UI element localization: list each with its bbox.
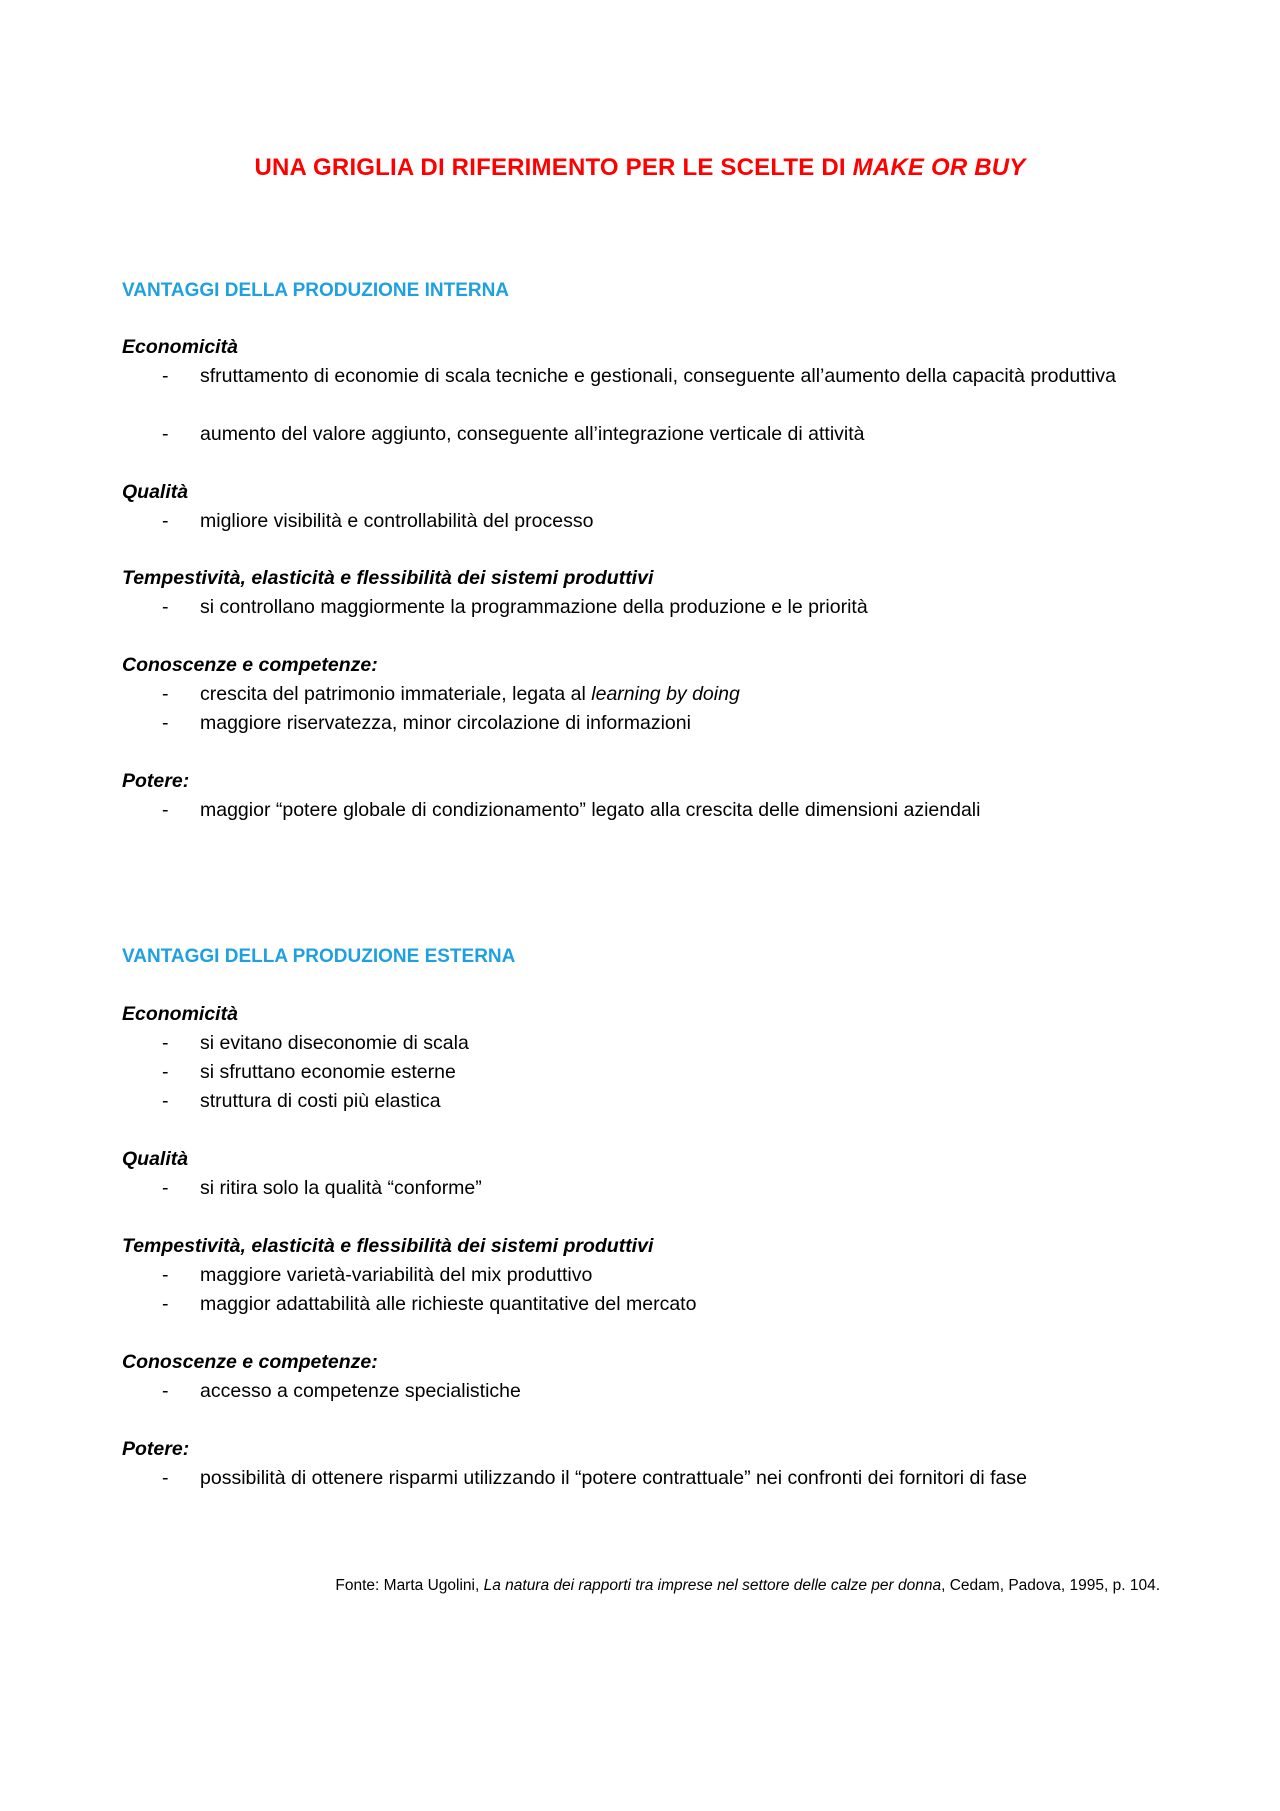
list-item — [162, 1174, 1162, 1203]
category-heading: Tempestività, elasticità e flessibilità dei sistemi produttivi — [122, 567, 654, 589]
list-item — [162, 796, 1162, 825]
list-item — [162, 1290, 1162, 1319]
source-work-title: La natura dei rapporti tra imprese nel settore delle calze per donna — [483, 1577, 942, 1594]
list-item — [162, 680, 1162, 709]
bullet-dash: - — [162, 510, 169, 532]
list-item-emphasis: learning by doing — [591, 683, 740, 705]
bullet-dash: - — [162, 1032, 169, 1054]
list-item — [162, 362, 1162, 391]
list-item — [162, 1261, 1162, 1290]
bullet-dash: - — [162, 1090, 169, 1112]
list-item-text: migliore visibilità e controllabilità del processo — [200, 510, 594, 532]
list-item-text: si ritira solo la qualità “conforme” — [200, 1177, 482, 1199]
list-item — [162, 507, 1162, 536]
bullet-dash: - — [162, 1380, 169, 1402]
bullet-dash: - — [162, 1264, 169, 1286]
category-heading: Potere: — [122, 770, 190, 792]
category-heading: Tempestività, elasticità e flessibilità dei sistemi produttivi — [122, 1235, 654, 1257]
list-item-text: si evitano diseconomie di scala — [200, 1032, 469, 1054]
list-item — [162, 1029, 1162, 1058]
list-item — [162, 1377, 1162, 1406]
list-item — [162, 709, 1162, 738]
list-item-text: maggiore varietà-variabilità del mix produttivo — [200, 1264, 593, 1286]
section-heading-internal: VANTAGGI DELLA PRODUZIONE INTERNA — [122, 280, 510, 301]
bullet-dash: - — [162, 712, 169, 734]
category-heading: Qualità — [122, 481, 189, 503]
category-heading: Conoscenze e competenze: — [122, 654, 378, 676]
source-citation — [220, 1577, 1160, 1595]
bullet-dash: - — [162, 1293, 169, 1315]
category-heading: Economicità — [122, 336, 238, 358]
bullet-dash: - — [162, 423, 169, 445]
list-item-text-part: crescita del patrimonio immateriale, legata al — [200, 683, 592, 705]
list-item-text: struttura di costi più elastica — [200, 1090, 441, 1112]
bullet-dash: - — [162, 683, 169, 705]
title-main: UNA GRIGLIA DI RIFERIMENTO PER LE SCELTE DI — [254, 154, 853, 181]
bullet-dash: - — [162, 1467, 169, 1489]
title-emphasis: MAKE OR BUY — [852, 154, 1026, 181]
bullet-dash: - — [162, 596, 169, 618]
list-item-text: si controllano maggiormente la programmazione della produzione e le priorità — [200, 596, 868, 618]
list-item-text: si sfruttano economie esterne — [200, 1061, 456, 1083]
bullet-dash: - — [162, 365, 169, 387]
list-item-text: maggior adattabilità alle richieste quantitative del mercato — [200, 1293, 697, 1315]
list-item — [162, 1087, 1162, 1116]
category-heading: Qualità — [122, 1148, 189, 1170]
category-heading: Conoscenze e competenze: — [122, 1351, 378, 1373]
bullet-dash: - — [162, 1061, 169, 1083]
list-item — [162, 1058, 1162, 1087]
list-item-text: accesso a competenze specialistiche — [200, 1380, 521, 1402]
list-item — [162, 593, 1162, 622]
page-title — [0, 154, 1280, 182]
list-item-text: possibilità di ottenere risparmi utilizzando il “potere contrattuale” nei confronti dei fornitori di fase — [200, 1467, 1027, 1489]
section-heading-external: VANTAGGI DELLA PRODUZIONE ESTERNA — [122, 946, 516, 967]
bullet-dash: - — [162, 799, 169, 821]
list-item-text: aumento del valore aggiunto, conseguente all’integrazione verticale di attività — [200, 423, 865, 445]
list-item — [162, 420, 1162, 449]
category-heading: Potere: — [122, 1438, 190, 1460]
category-heading: Economicità — [122, 1003, 238, 1025]
list-item-text: maggior “potere globale di condizionamento” legato alla crescita delle dimensioni aziendali — [200, 799, 981, 821]
source-suffix: , Cedam, Padova, 1995, p. 104. — [941, 1577, 1160, 1594]
source-prefix: Fonte: Marta Ugolini, — [335, 1577, 484, 1594]
list-item-text: sfruttamento di economie di scala tecniche e gestionali, conseguente all’aumento della capacità produttiva — [200, 365, 1116, 387]
list-item — [162, 1464, 1162, 1493]
list-item-text: maggiore riservatezza, minor circolazione di informazioni — [200, 712, 691, 734]
bullet-dash: - — [162, 1177, 169, 1199]
list-item-text — [200, 680, 1162, 709]
